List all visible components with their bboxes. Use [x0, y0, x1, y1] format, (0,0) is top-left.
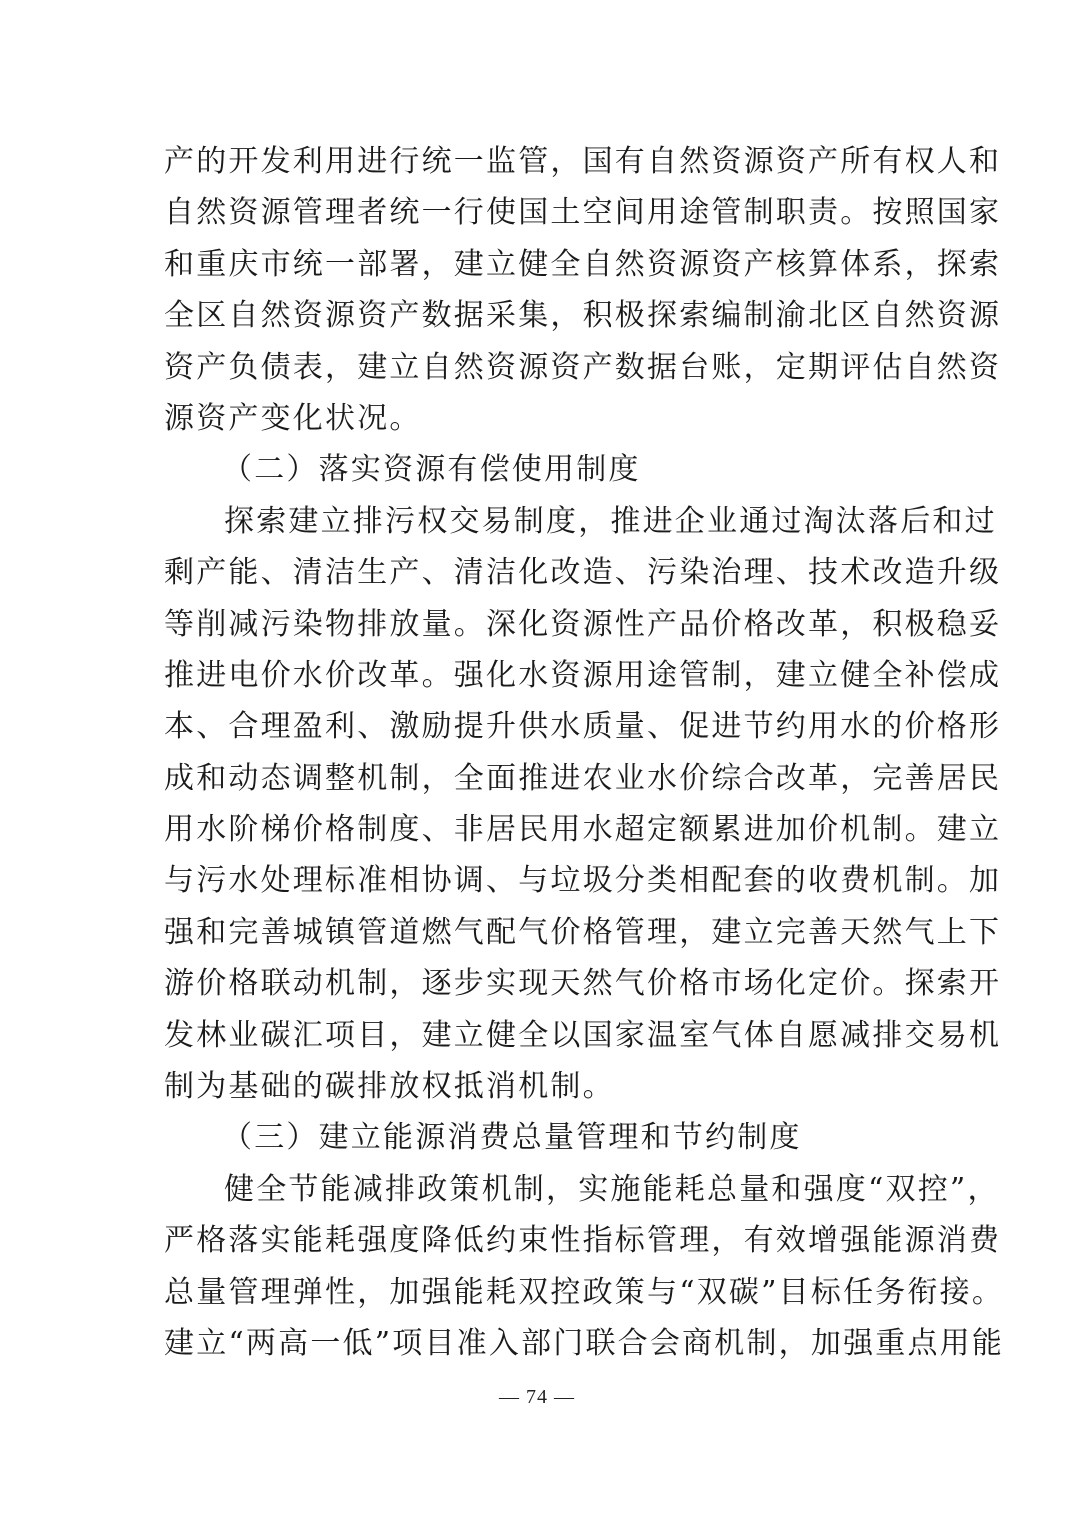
text-line: 游价格联动机制，逐步实现天然气价格市场化定价。探索开 — [164, 966, 1002, 1002]
text-line: 建立“两高一低”项目准入部门联合会商机制，加强重点用能 — [164, 1325, 1005, 1361]
section-heading-2: （二）落实资源有偿使用制度 — [222, 452, 641, 488]
text-line: 与污水处理标准相协调、与垃圾分类相配套的收费机制。加 — [164, 863, 1002, 899]
text-line: 用水阶梯价格制度、非居民用水超定额累进加价机制。建立 — [164, 812, 1002, 848]
text-line: 总量管理弹性，加强能耗双控政策与“双碳”目标任务衔接。 — [164, 1274, 1005, 1310]
paragraph-first-line: 健全节能减排政策机制，实施能耗总量和强度“双控”， — [224, 1171, 1000, 1207]
section-heading-3: （三）建立能源消费总量管理和节约制度 — [222, 1120, 802, 1156]
text-line: 产的开发利用进行统一监管，国有自然资源资产所有权人和 — [164, 144, 1002, 179]
text-line: 本、合理盈利、激励提升供水质量、促进节约用水的价格形 — [164, 709, 1002, 745]
text-line: 制为基础的碳排放权抵消机制。 — [164, 1069, 615, 1105]
text-line: 资产负债表，建立自然资源资产数据台账，定期评估自然资 — [164, 349, 1002, 385]
text-line: 源资产变化状况。 — [164, 400, 422, 436]
page-number: — 74 — — [499, 1386, 575, 1408]
text-line: 推进电价水价改革。强化水资源用途管制，建立健全补偿成 — [164, 657, 1002, 693]
text-line: 剩产能、清洁生产、清洁化改造、污染治理、技术改造升级 — [164, 555, 1002, 591]
text-line: 等削减污染物排放量。深化资源性产品价格改革，积极稳妥 — [164, 606, 1002, 642]
text-line: 自然资源管理者统一行使国土空间用途管制职责。按照国家 — [164, 195, 1002, 231]
paragraph-first-line: 探索建立排污权交易制度，推进企业通过淘汰落后和过 — [224, 503, 997, 539]
text-line: 和重庆市统一部署，建立健全自然资源资产核算体系，探索 — [164, 246, 1002, 282]
text-line: 严格落实能耗强度降低约束性指标管理，有效增强能源消费 — [164, 1223, 1002, 1259]
text-line: 全区自然资源资产数据采集，积极探索编制渝北区自然资源 — [164, 298, 1002, 334]
text-line: 发林业碳汇项目，建立健全以国家温室气体自愿减排交易机 — [164, 1017, 1002, 1053]
body-text — [164, 136, 1005, 1369]
text-line: 强和完善城镇管道燃气配气价格管理，建立完善天然气上下 — [164, 914, 1002, 950]
text-line: 成和动态调整机制，全面推进农业水价综合改革，完善居民 — [164, 760, 1002, 796]
